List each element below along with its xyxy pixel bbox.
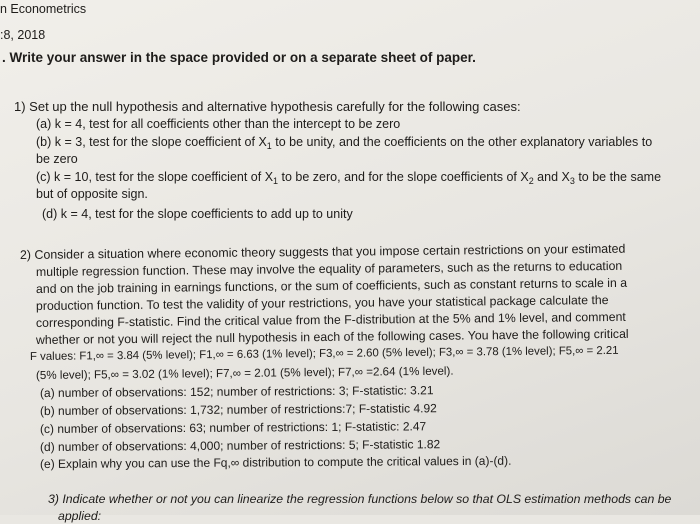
q1-item-b-cont: be zero	[36, 152, 78, 166]
q2-intro: 2) Consider a situation where economic theory suggests that you impose certain restrictions on your estimated	[19, 241, 626, 262]
q3-line2: applied:	[58, 509, 102, 523]
q2-body-line: corresponding F-statistic. Find the critical value from the F-distribution at the 5% and 1% level, and comment	[35, 309, 626, 330]
course-title: n Econometrics	[0, 2, 87, 16]
q1-intro: 1) Set up the null hypothesis and alternative hypothesis carefully for the following cases:	[14, 99, 521, 114]
q1-item-d: (d) k = 4, test for the slope coefficients to add up to unity	[42, 207, 353, 221]
q2-critical-values-line2: (5% level); F5,∞ = 3.02 (1% level); F7,∞ = 2.01 (5% level); F7,∞ =2.64 (1% level).	[35, 364, 454, 382]
q2-item-c: (c) number of observations: 63; number of restrictions: 1; F-statistic: 2.47	[39, 419, 427, 436]
q1-item-c: (c) k = 10, test for the slope coefficient of $X_1$ to be zero, and for the slope coefficients of $X_2$ and $X_3$ to be the same	[36, 170, 662, 186]
q2-critical-values-line1: F values: F1,∞ = 3.84 (5% level); F1,∞ = 6.63 (1% level); F3,∞ = 2.60 (5% level); F3,∞ = 3.78 (1% level); F5,∞ = 2.21	[29, 344, 619, 363]
q1-item-b: (b) k = 3, test for the slope coefficient of $X_1$ to be unity, and the coefficients on the other explanatory variables to	[36, 135, 653, 151]
q2-body-line: and on the job training in earnings functions, or the sum of coefficients, such as constant returns to scale in a	[35, 275, 628, 296]
q3-line1: 3) Indicate whether or not you can linearize the regression functions below so that OLS estimation methods can be	[48, 492, 672, 506]
q1-item-a: (a) k = 4, test for all coefficients other than the intercept to be zero	[36, 117, 401, 131]
q2-item-a: (a) number of observations: 152; number of restrictions: 3; F-statistic: 3.21	[39, 383, 434, 400]
q2-item-b: (b) number of observations: 1,732; number of restrictions:7; F-statistic 4.92	[39, 401, 437, 418]
q2-item-d: (d) number of observations: 4,000; number of restrictions: 5; F-statistic 1.82	[39, 437, 441, 454]
q2-body-line: multiple regression function. These may involve the equality of parameters, such as the returns to education	[35, 258, 623, 279]
q1-item-c-cont: but of opposite sign.	[36, 187, 148, 201]
q2-item-e: (e) Explain why you can use the Fq,∞ distribution to compute the critical values in (a)-(d).	[39, 453, 512, 471]
instructions: . Write your answer in the space provided or on a separate sheet of paper.	[2, 50, 476, 65]
q2-body-line: whether or not you will reject the null hypothesis in each of the following cases. You have the following critical	[35, 326, 629, 347]
exam-date: :8, 2018	[0, 28, 46, 42]
q2-body-line: production function. To test the validity of your restrictions, you have your statistical package calculate the	[35, 293, 609, 313]
